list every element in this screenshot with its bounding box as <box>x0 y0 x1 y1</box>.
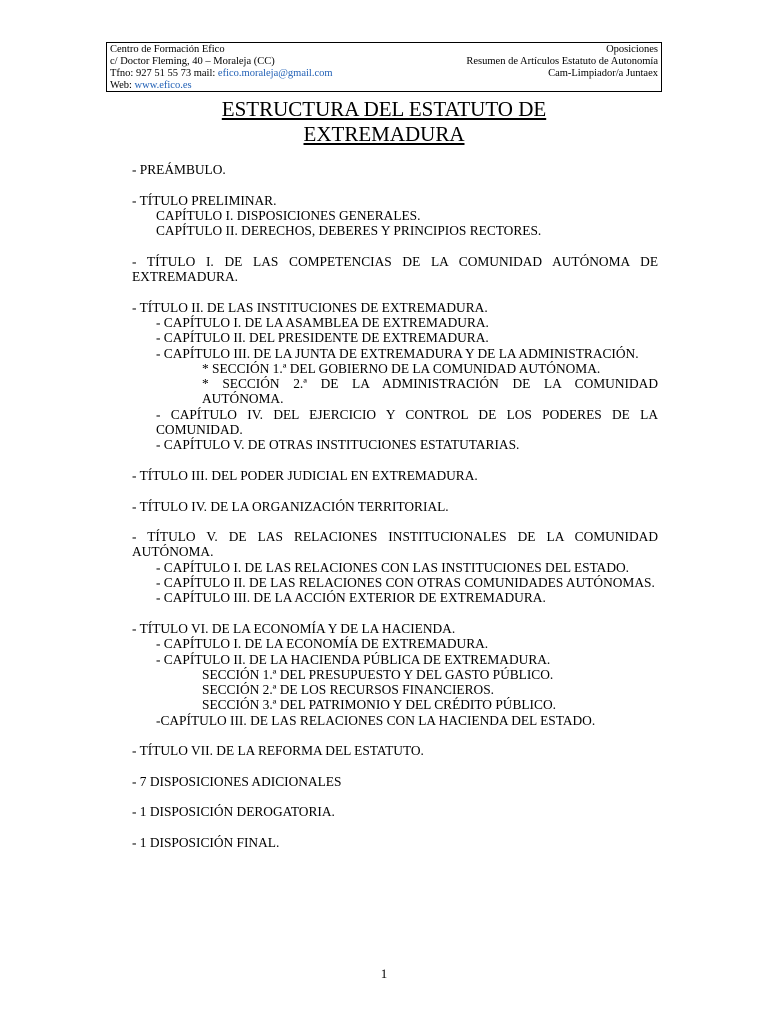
titulo-preliminar: - TÍTULO PRELIMINAR. <box>132 192 277 208</box>
header-web <box>110 80 192 92</box>
list-item: - CAPÍTULO III. DE LA JUNTA DE EXTREMADURA Y DE LA ADMINISTRACIÓN. <box>156 345 639 361</box>
titulo-1: - TÍTULO I. DE LAS COMPETENCIAS DE LA COMUNIDAD AUTÓNOMA DE EXTREMADURA. <box>132 253 658 285</box>
list-item: CAPÍTULO I. DISPOSICIONES GENERALES. <box>156 207 421 223</box>
header-web-label: Web: <box>110 80 135 91</box>
page-number: 1 <box>380 966 388 981</box>
header-position: Cam-Limpiador/a Juntaex <box>548 68 658 79</box>
preambulo: - PREÁMBULO. <box>132 162 226 177</box>
header-category: Oposiciones <box>606 44 658 55</box>
disposicion-final: - 1 DISPOSICIÓN FINAL. <box>132 835 280 851</box>
list-item: - CAPÍTULO III. DE LA ACCIÓN EXTERIOR DE EXTREMADURA. <box>156 590 546 606</box>
header-subject: Resumen de Artículos Estatuto de Autonomía <box>466 56 658 67</box>
list-item: - CAPÍTULO I. DE LAS RELACIONES CON LAS INSTITUCIONES DEL ESTADO. <box>156 559 630 575</box>
list-item: - CAPÍTULO II. DE LAS RELACIONES CON OTRAS COMUNIDADES AUTÓNOMAS. <box>156 575 655 591</box>
title-line-1: ESTRUCTURA DEL ESTATUTO DE <box>221 97 547 121</box>
header-center-name: Centro de Formación Efico <box>110 44 225 55</box>
list-item: SECCIÓN 3.ª DEL PATRIMONIO Y DEL CRÉDITO PÚBLICO. <box>202 697 556 713</box>
header-address: c/ Doctor Fleming, 40 – Moraleja (CC) <box>110 56 275 67</box>
header-web-link[interactable]: www.efico.es <box>134 80 192 91</box>
document-body <box>132 162 658 850</box>
disposiciones-adicionales: - 7 DISPOSICIONES ADICIONALES <box>132 773 342 789</box>
title-line-2: EXTREMADURA <box>303 122 465 146</box>
list-item: - CAPÍTULO I. DE LA ASAMBLEA DE EXTREMADURA. <box>156 314 489 330</box>
titulo-6: - TÍTULO VI. DE LA ECONOMÍA Y DE LA HACIENDA. <box>132 620 456 636</box>
titulo-7: - TÍTULO VII. DE LA REFORMA DEL ESTATUTO. <box>132 743 424 759</box>
list-item: - CAPÍTULO II. DEL PRESIDENTE DE EXTREMADURA. <box>156 330 489 346</box>
list-item: - CAPÍTULO II. DE LA HACIENDA PÚBLICA DE EXTREMADURA. <box>156 651 551 667</box>
document-header <box>106 42 662 92</box>
titulo-4: - TÍTULO IV. DE LA ORGANIZACIÓN TERRITORIAL. <box>132 498 449 514</box>
list-item: - CAPÍTULO V. DE OTRAS INSTITUCIONES ESTATUTARIAS. <box>156 437 520 453</box>
titulo-5: - TÍTULO V. DE LAS RELACIONES INSTITUCIONALES DE LA COMUNIDAD AUTÓNOMA. <box>132 529 658 560</box>
header-phone: Tfno: 927 51 55 73 mail: <box>110 68 218 79</box>
titulo-2: - TÍTULO II. DE LAS INSTITUCIONES DE EXTREMADURA. <box>132 299 488 315</box>
list-item: -CAPÍTULO III. DE LAS RELACIONES CON LA HACIENDA DEL ESTADO. <box>156 712 596 728</box>
header-email-link[interactable]: efico.moraleja@gmail.com <box>217 68 333 79</box>
disposicion-derogatoria: - 1 DISPOSICIÓN DEROGATORIA. <box>132 804 335 820</box>
list-item: SECCIÓN 2.ª DE LOS RECURSOS FINANCIEROS. <box>202 682 495 698</box>
document-title <box>0 97 768 147</box>
titulo-3: - TÍTULO III. DEL PODER JUDICIAL EN EXTREMADURA. <box>132 467 478 483</box>
list-item: - CAPÍTULO IV. DEL EJERCICIO Y CONTROL DE LOS PODERES DE LA COMUNIDAD. <box>156 406 658 438</box>
header-contact <box>110 68 333 80</box>
list-item: * SECCIÓN 2.ª DE LA ADMINISTRACIÓN DE LA COMUNIDAD AUTÓNOMA. <box>202 376 658 407</box>
list-item: - CAPÍTULO I. DE LA ECONOMÍA DE EXTREMADURA. <box>156 636 489 652</box>
list-item: SECCIÓN 1.ª DEL PRESUPUESTO Y DEL GASTO PÚBLICO. <box>202 666 554 682</box>
list-item: * SECCIÓN 1.ª DEL GOBIERNO DE LA COMUNIDAD AUTÓNOMA. <box>202 360 601 376</box>
list-item: CAPÍTULO II. DERECHOS, DEBERES Y PRINCIPIOS RECTORES. <box>156 223 542 239</box>
